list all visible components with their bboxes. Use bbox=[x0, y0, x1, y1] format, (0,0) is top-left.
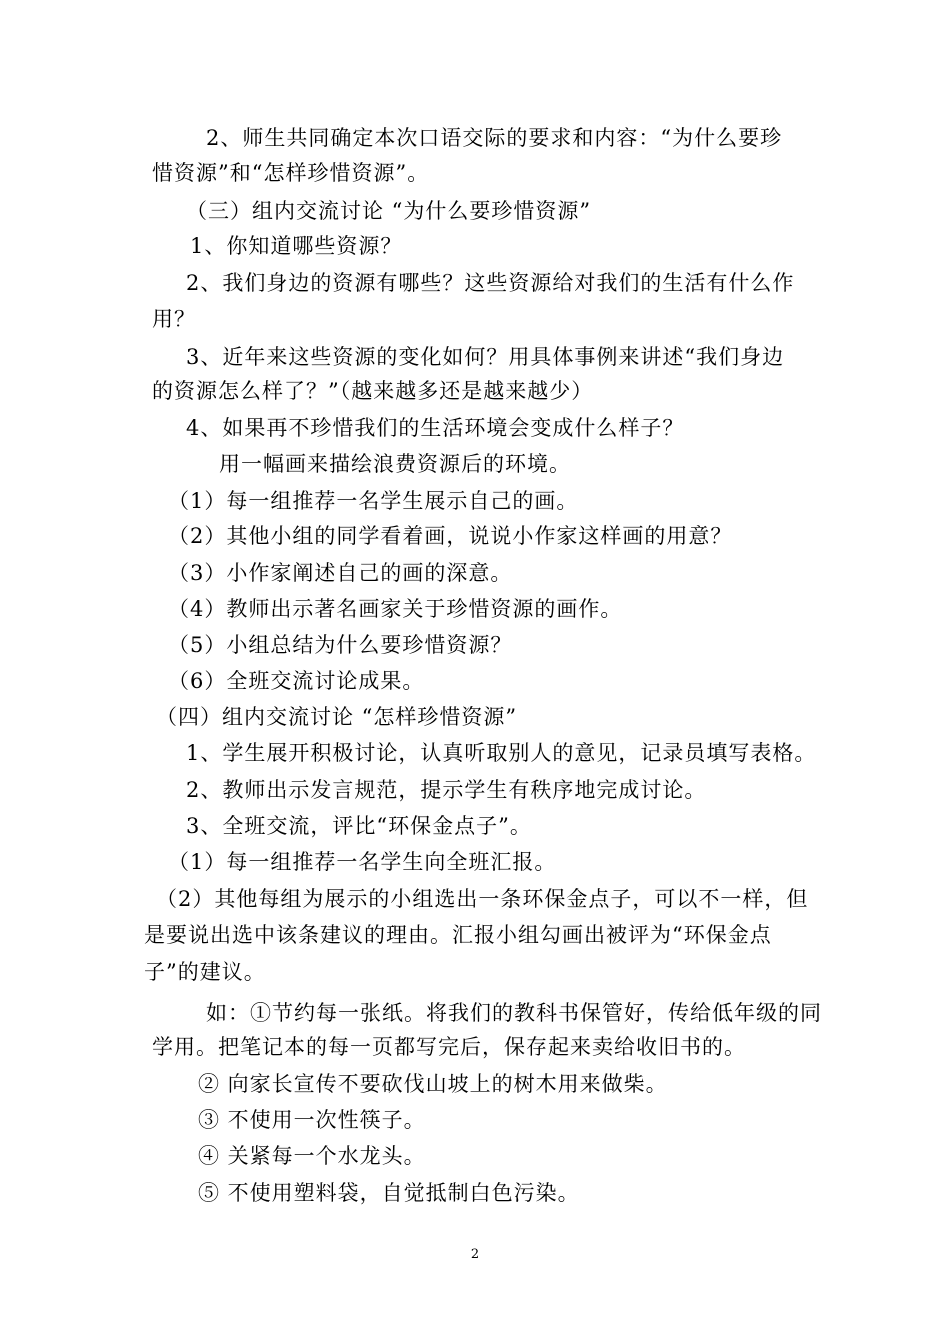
text-line: 4、如果再不珍惜我们的生活环境会变成什么样子？ bbox=[186, 416, 685, 440]
example-line: ④ 关紧每一个水龙头。 bbox=[198, 1144, 426, 1168]
text-line: 惜资源”和“怎样珍惜资源”。 bbox=[152, 161, 430, 185]
list-item: （5）小组总结为什么要珍惜资源？ bbox=[168, 633, 513, 657]
list-item: （1）每一组推荐一名学生展示自己的画。 bbox=[168, 489, 579, 513]
text-line: 1、你知道哪些资源？ bbox=[190, 234, 403, 258]
example-line: ③ 不使用一次性筷子。 bbox=[198, 1108, 426, 1132]
text-line: 2、教师出示发言规范，提示学生有秩序地完成讨论。 bbox=[186, 778, 707, 802]
section-heading: （四）组内交流讨论 “怎样珍惜资源” bbox=[156, 705, 518, 729]
text-line: 1、学生展开积极讨论，认真听取别人的意见，记录员填写表格。 bbox=[186, 741, 817, 765]
text-line: 用？ bbox=[152, 307, 196, 331]
example-line: ⑤ 不使用塑料袋，自觉抵制白色污染。 bbox=[198, 1181, 580, 1205]
list-item: （3）小作家阐述自己的画的深意。 bbox=[168, 561, 513, 585]
text-line: 2、师生共同确定本次口语交际的要求和内容：“为什么要珍 bbox=[206, 126, 783, 150]
list-item: （4）教师出示著名画家关于珍惜资源的画作。 bbox=[168, 597, 623, 621]
example-line: 如：①节约每一张纸。将我们的教科书保管好，传给低年级的同 bbox=[206, 1001, 822, 1025]
text-line: 3、近年来这些资源的变化如何？用具体事例来讲述“我们身边 bbox=[186, 345, 785, 369]
text-line: 子”的建议。 bbox=[144, 960, 266, 984]
page-number: 2 bbox=[470, 1247, 480, 1262]
text-line: 是要说出选中该条建议的理由。汇报小组勾画出被评为“环保金点 bbox=[144, 923, 772, 947]
list-item: （2）其他小组的同学看着画，说说小作家这样画的用意？ bbox=[168, 524, 733, 548]
list-item: （1）每一组推荐一名学生向全班汇报。 bbox=[168, 850, 557, 874]
text-line: 3、全班交流，评比“环保金点子”。 bbox=[186, 814, 532, 838]
text-line: 用一幅画来描绘浪费资源后的环境。 bbox=[219, 452, 571, 476]
section-heading: （三）组内交流讨论 “为什么要珍惜资源” bbox=[186, 199, 592, 223]
text-line: 2、我们身边的资源有哪些？这些资源给对我们的生活有什么作 bbox=[186, 271, 795, 295]
list-item: （6）全班交流讨论成果。 bbox=[168, 669, 425, 693]
example-line: 学用。把笔记本的每一页都写完后，保存起来卖给收旧书的。 bbox=[152, 1035, 746, 1059]
example-line: ② 向家长宣传不要砍伐山坡上的树木用来做柴。 bbox=[198, 1072, 668, 1096]
text-line: 的资源怎么样了？”（越来越多还是越来越少） bbox=[152, 379, 594, 403]
list-item: （2）其他每组为展示的小组选出一条环保金点子，可以不一样，但 bbox=[156, 887, 809, 911]
